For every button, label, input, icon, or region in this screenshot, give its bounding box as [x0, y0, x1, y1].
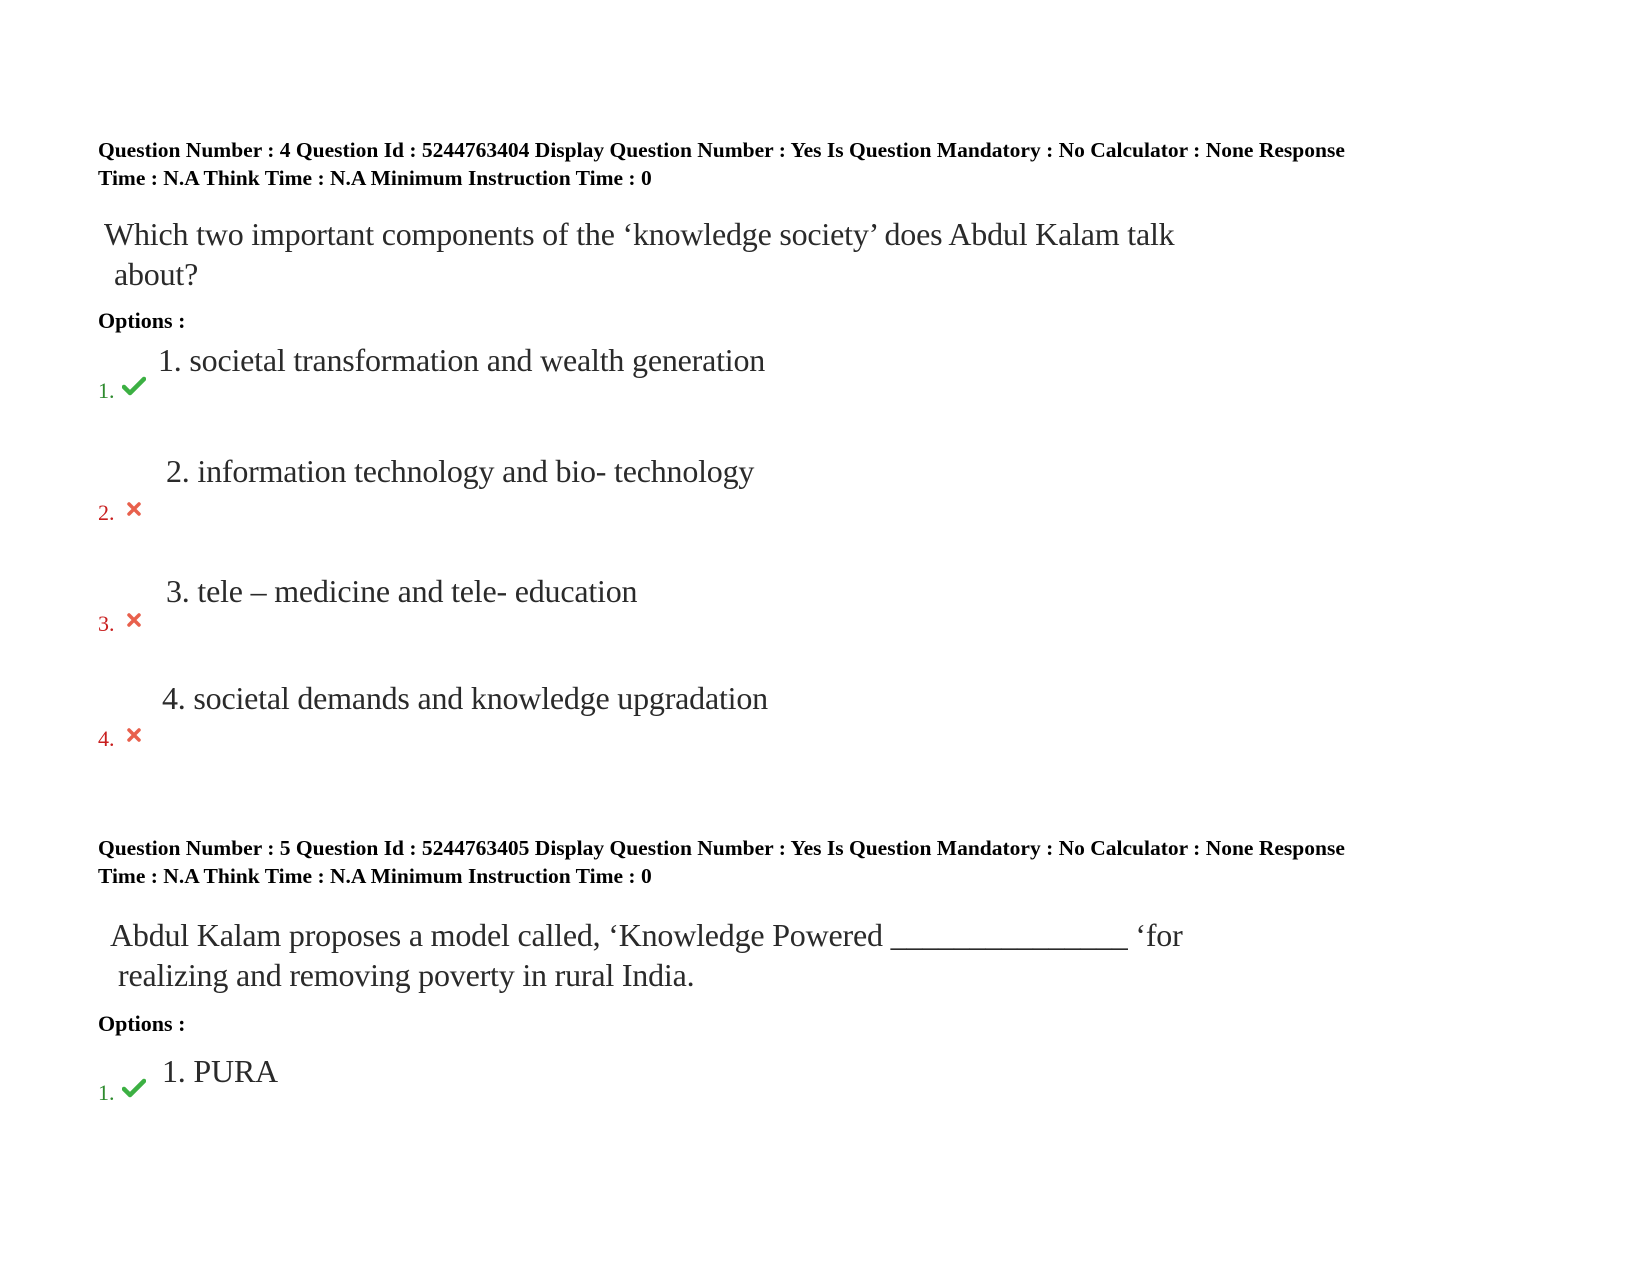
question-4-text: [104, 214, 1174, 294]
cross-icon: [127, 502, 141, 516]
question-meta-line: Question Number : 4 Question Id : 5244763404 Display Question Number : Yes Is Question Mandatory : No Calculator : None Response: [98, 138, 1345, 162]
options-label: Options :: [98, 1011, 186, 1036]
question-text-line: Which two important components of the ‘knowledge society’ does Abdul Kalam talk: [104, 216, 1175, 252]
options-label: Options :: [98, 308, 186, 333]
question-5-meta: [98, 834, 1578, 890]
cross-icon: [127, 613, 141, 627]
option-text: 1. PURA: [162, 1053, 278, 1089]
option-number: 1.: [98, 378, 115, 403]
question-meta-line: Time : N.A Think Time : N.A Minimum Instruction Time : 0: [98, 166, 652, 190]
option-text: 1. societal transformation and wealth generation: [158, 342, 766, 378]
option-text: 3. tele – medicine and tele- education: [166, 573, 638, 609]
option-text: 2. information technology and bio- technology: [166, 453, 755, 489]
option-number: 4.: [98, 726, 115, 751]
cross-icon: [127, 728, 141, 742]
option-number: 1.: [98, 1080, 115, 1105]
question-text-line: realizing and removing poverty in rural India.: [118, 957, 695, 993]
question-meta-line: Time : N.A Think Time : N.A Minimum Instruction Time : 0: [98, 864, 652, 888]
question-text-line: about?: [114, 256, 199, 292]
option-text: 4. societal demands and knowledge upgradation: [162, 680, 768, 716]
question-4-meta: [98, 136, 1578, 192]
question-meta-line: Question Number : 5 Question Id : 5244763405 Display Question Number : Yes Is Question Mandatory : No Calculator : None Response: [98, 836, 1345, 860]
check-icon: [122, 376, 146, 396]
option-number: 3.: [98, 611, 115, 636]
question-5-text: [110, 915, 1183, 995]
option-number: 2.: [98, 500, 115, 525]
question-text-line: Abdul Kalam proposes a model called, ‘Knowledge Powered _______________ ‘for: [110, 917, 1183, 953]
check-icon: [122, 1078, 146, 1098]
